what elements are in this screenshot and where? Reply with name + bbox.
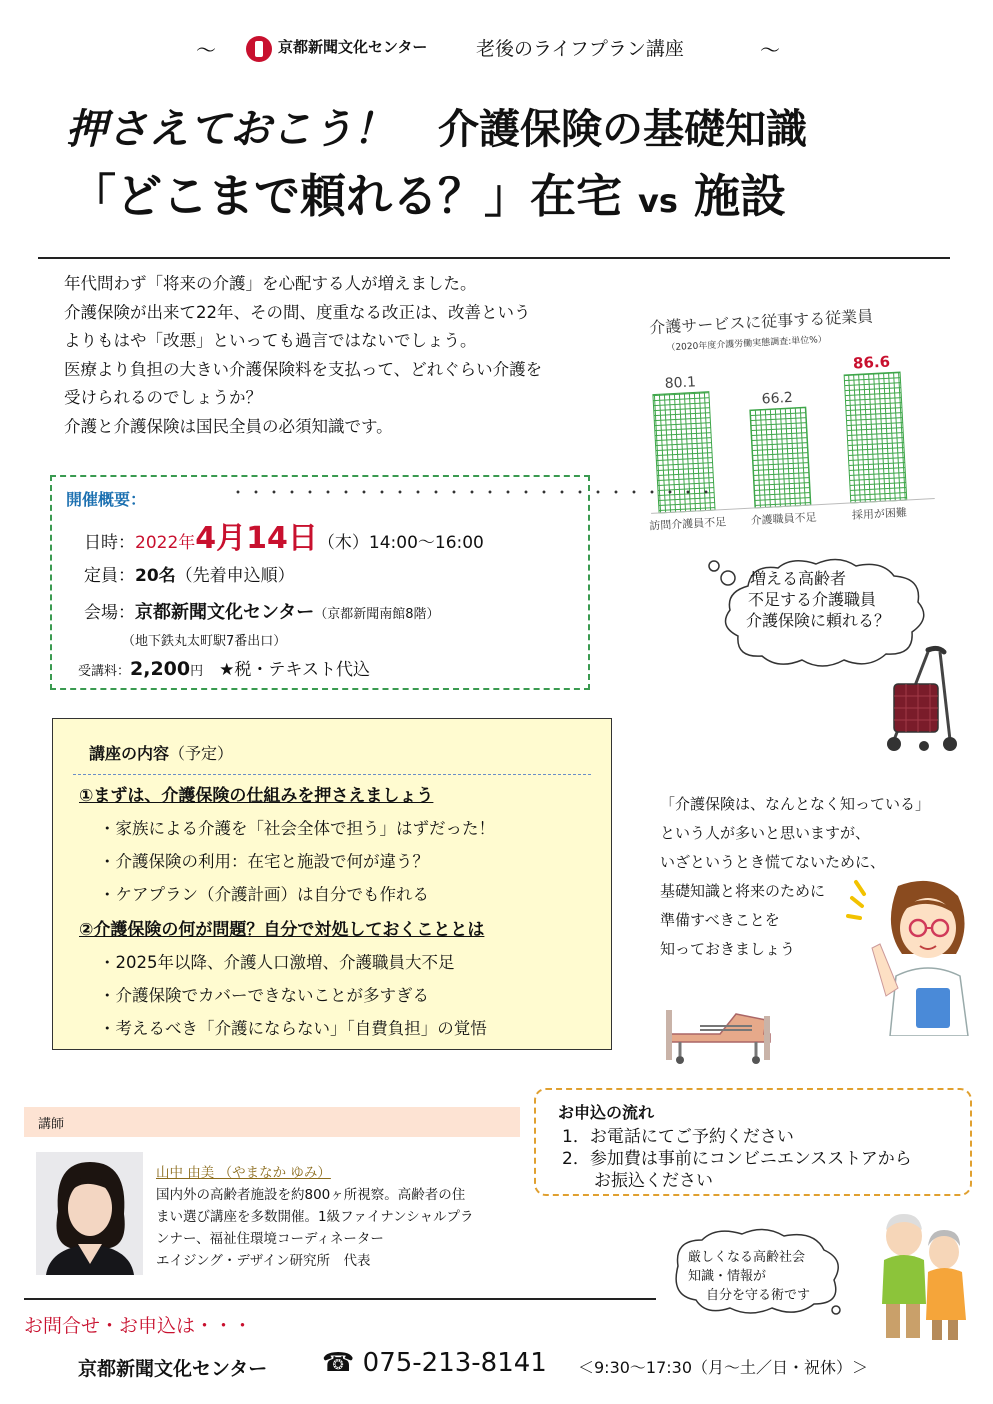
cloud-line: 知識・情報が xyxy=(688,1269,767,1284)
chart-bar xyxy=(844,372,907,503)
capacity-value: 20名 xyxy=(135,566,176,586)
brand-logo-icon xyxy=(246,36,272,62)
phone-digits: 075-213-8141 xyxy=(362,1348,547,1378)
page-title-line1 xyxy=(66,96,807,155)
bio-line: エイジング・デザイン研究所 代表 xyxy=(156,1253,371,1269)
bio-line: ンナー、福祉住環境コーディネーター xyxy=(156,1231,384,1247)
date-day-time: （木）14:00～16:00 xyxy=(317,533,484,553)
fee-label: 受講料： xyxy=(78,664,131,679)
contents-divider xyxy=(73,774,591,775)
bio-line: 国内外の高齢者施設を約800ヶ所視察。高齢者の住 xyxy=(156,1187,466,1203)
care-bed-icon xyxy=(660,990,780,1070)
chart-value-label: 86.6 xyxy=(852,352,891,373)
footer-center-name: 京都新聞文化センター xyxy=(78,1358,268,1380)
fee-note: ★税・テキスト代込 xyxy=(219,660,371,680)
apply-heading: お申込の流れ xyxy=(558,1103,655,1122)
date-label: 日時： xyxy=(84,533,135,553)
fee-value: 2,200 xyxy=(130,658,191,680)
hand-line: 知っておきましょう xyxy=(660,940,796,958)
capacity-note: （先着申込順） xyxy=(175,566,295,586)
hand-line: という人が多いと思いますが、 xyxy=(660,824,871,842)
lecturer-bar xyxy=(24,1107,520,1137)
contents-heading-bold: 講座の内容 xyxy=(89,744,170,763)
list-item: ・考えるべき「介護にならない」「自費負担」の覚悟 xyxy=(99,1019,487,1038)
list-item: ・ケアプラン（介護計画）は自分でも作れる xyxy=(99,885,429,904)
hand-line: 基礎知識と将来のために xyxy=(660,882,826,900)
apply-step-2-cont: お振込ください xyxy=(594,1171,713,1191)
lecturer-bio xyxy=(156,1162,516,1272)
list-item: ・家族による介護を「社会全体で担う」はずだった！ xyxy=(99,819,495,838)
contents-heading-note: （予定） xyxy=(169,744,234,763)
title-divider xyxy=(38,257,950,259)
tilde-right: ～ xyxy=(760,38,780,62)
page-title-line2 xyxy=(70,160,786,226)
venue-label: 会場： xyxy=(84,603,135,623)
hand-line: いざというとき慌てないために、 xyxy=(660,853,886,871)
section-1-title: ①まずは、介護保険の仕組みを押さえましょう xyxy=(79,786,434,806)
intro-line: 医療より負担の大きい介護保険料を支払って、どれぐらい介護を xyxy=(64,359,543,379)
footer-divider xyxy=(24,1298,656,1300)
title-catch: 押さえておこう！ xyxy=(66,105,394,153)
cloud-line: 増える高齢者 xyxy=(750,569,847,588)
thought-cloud-knowledge xyxy=(666,1226,846,1316)
chart-value-label: 66.2 xyxy=(761,389,794,408)
chart-subtitle: （2020年度介護労働実態調査:単位%） xyxy=(666,334,828,354)
hand-line: 「介護保険は、なんとなく知っている」 xyxy=(660,795,931,813)
intro-line: 受けられるのでしょうか？ xyxy=(64,388,262,407)
title-facility: 施設 xyxy=(693,169,786,223)
inquiry-heading: お問合せ・お申込は・・・ xyxy=(24,1315,253,1337)
apply-step-2: 2．参加費は事前にコンビニエンスストアから xyxy=(562,1149,912,1169)
summary-dots: ・・・・・・・・・・・・・・・・・・・・・・・・・・・ xyxy=(230,483,717,502)
list-item: ・介護保険の利用：在宅と施設で何が違う？ xyxy=(99,852,429,871)
cloud-line: 自分を守る術です xyxy=(706,1288,811,1303)
title-main: 介護保険の基礎知識 xyxy=(438,105,807,153)
apply-step-1: 1．お電話にてご予約ください xyxy=(562,1127,794,1147)
cloud-line: 厳しくなる高齢社会 xyxy=(688,1250,806,1265)
nurse-illustration-icon xyxy=(846,876,976,1036)
fee-row xyxy=(78,655,370,680)
elderly-couple-icon xyxy=(870,1208,970,1342)
date-row xyxy=(84,513,484,557)
lecturer-photo xyxy=(36,1152,143,1275)
phone-number[interactable] xyxy=(322,1348,547,1378)
lecturer-portrait-icon xyxy=(36,1152,143,1275)
fee-unit: 円 xyxy=(190,664,204,679)
cloud-line: 不足する介護職員 xyxy=(748,590,877,609)
phone-icon: ☎ xyxy=(322,1348,355,1378)
venue-access: （地下鉄丸太町駅7番出口） xyxy=(122,634,287,649)
title-question: 「どこまで頼れる？」在宅 xyxy=(70,169,622,223)
intro-line: 介護保険が出来て22年、その間、度重なる改正は、改善という xyxy=(64,302,531,322)
capacity-label: 定員： xyxy=(84,566,135,586)
contents-heading xyxy=(89,741,233,764)
series-name: 老後のライフプラン講座 xyxy=(476,38,684,60)
list-item: ・2025年以降、介護人口激増、介護職員大不足 xyxy=(99,953,455,972)
chart-category-label: 訪問介護員不足 xyxy=(648,515,727,533)
venue-note: （京都新聞南館8階） xyxy=(314,607,440,622)
header xyxy=(0,34,993,64)
intro-line: 介護と介護保険は国民全員の必須知識です。 xyxy=(64,416,393,436)
chart-value-label: 80.1 xyxy=(664,374,697,392)
capacity-row xyxy=(84,561,295,586)
tilde-left: ～ xyxy=(196,38,216,62)
venue-name: 京都新聞文化センター xyxy=(135,602,315,623)
intro-text xyxy=(64,270,624,441)
summary-label: 開催概要： xyxy=(66,490,147,509)
venue-row xyxy=(84,598,440,624)
date-year: 2022年 xyxy=(135,533,196,553)
hand-line: 準備すべきことを xyxy=(660,911,780,929)
lecturer-name: 山中 由美 （やまなか ゆみ） xyxy=(156,1165,331,1181)
brand-name: 京都新聞文化センター xyxy=(278,38,428,56)
chart-category-label: 介護職員不足 xyxy=(750,510,817,528)
lecturer-label: 講師 xyxy=(38,1117,65,1132)
walker-cart-icon xyxy=(880,644,960,754)
bio-line: まい選び講座を多数開催。1級ファイナンシャルプラ xyxy=(156,1209,474,1225)
title-vs: vs xyxy=(638,182,678,220)
footer-contact xyxy=(0,1348,993,1382)
chart-bar xyxy=(750,407,811,508)
intro-line: 年代問わず「将来の介護」を心配する人が増えました。 xyxy=(64,274,477,293)
chart-title: 介護サービスに従事する従業員 xyxy=(648,306,874,338)
course-contents xyxy=(52,718,612,1050)
section-2-title: ②介護保険の何が問題？自分で対処しておくこととは xyxy=(79,920,485,940)
cloud-line: 介護保険に頼れる？ xyxy=(746,611,891,630)
chart-category-label: 採用が困難 xyxy=(851,506,908,522)
list-item: ・介護保険でカバーできないことが多すぎる xyxy=(99,986,429,1005)
application-flow xyxy=(534,1088,972,1196)
office-hours: ＜9:30～17:30（月～土／日・祝休）＞ xyxy=(578,1358,869,1377)
intro-line: よりもはや「改悪」といっても過言ではないでしょう。 xyxy=(64,331,477,350)
date-month-day: 4月14日 xyxy=(195,521,318,556)
